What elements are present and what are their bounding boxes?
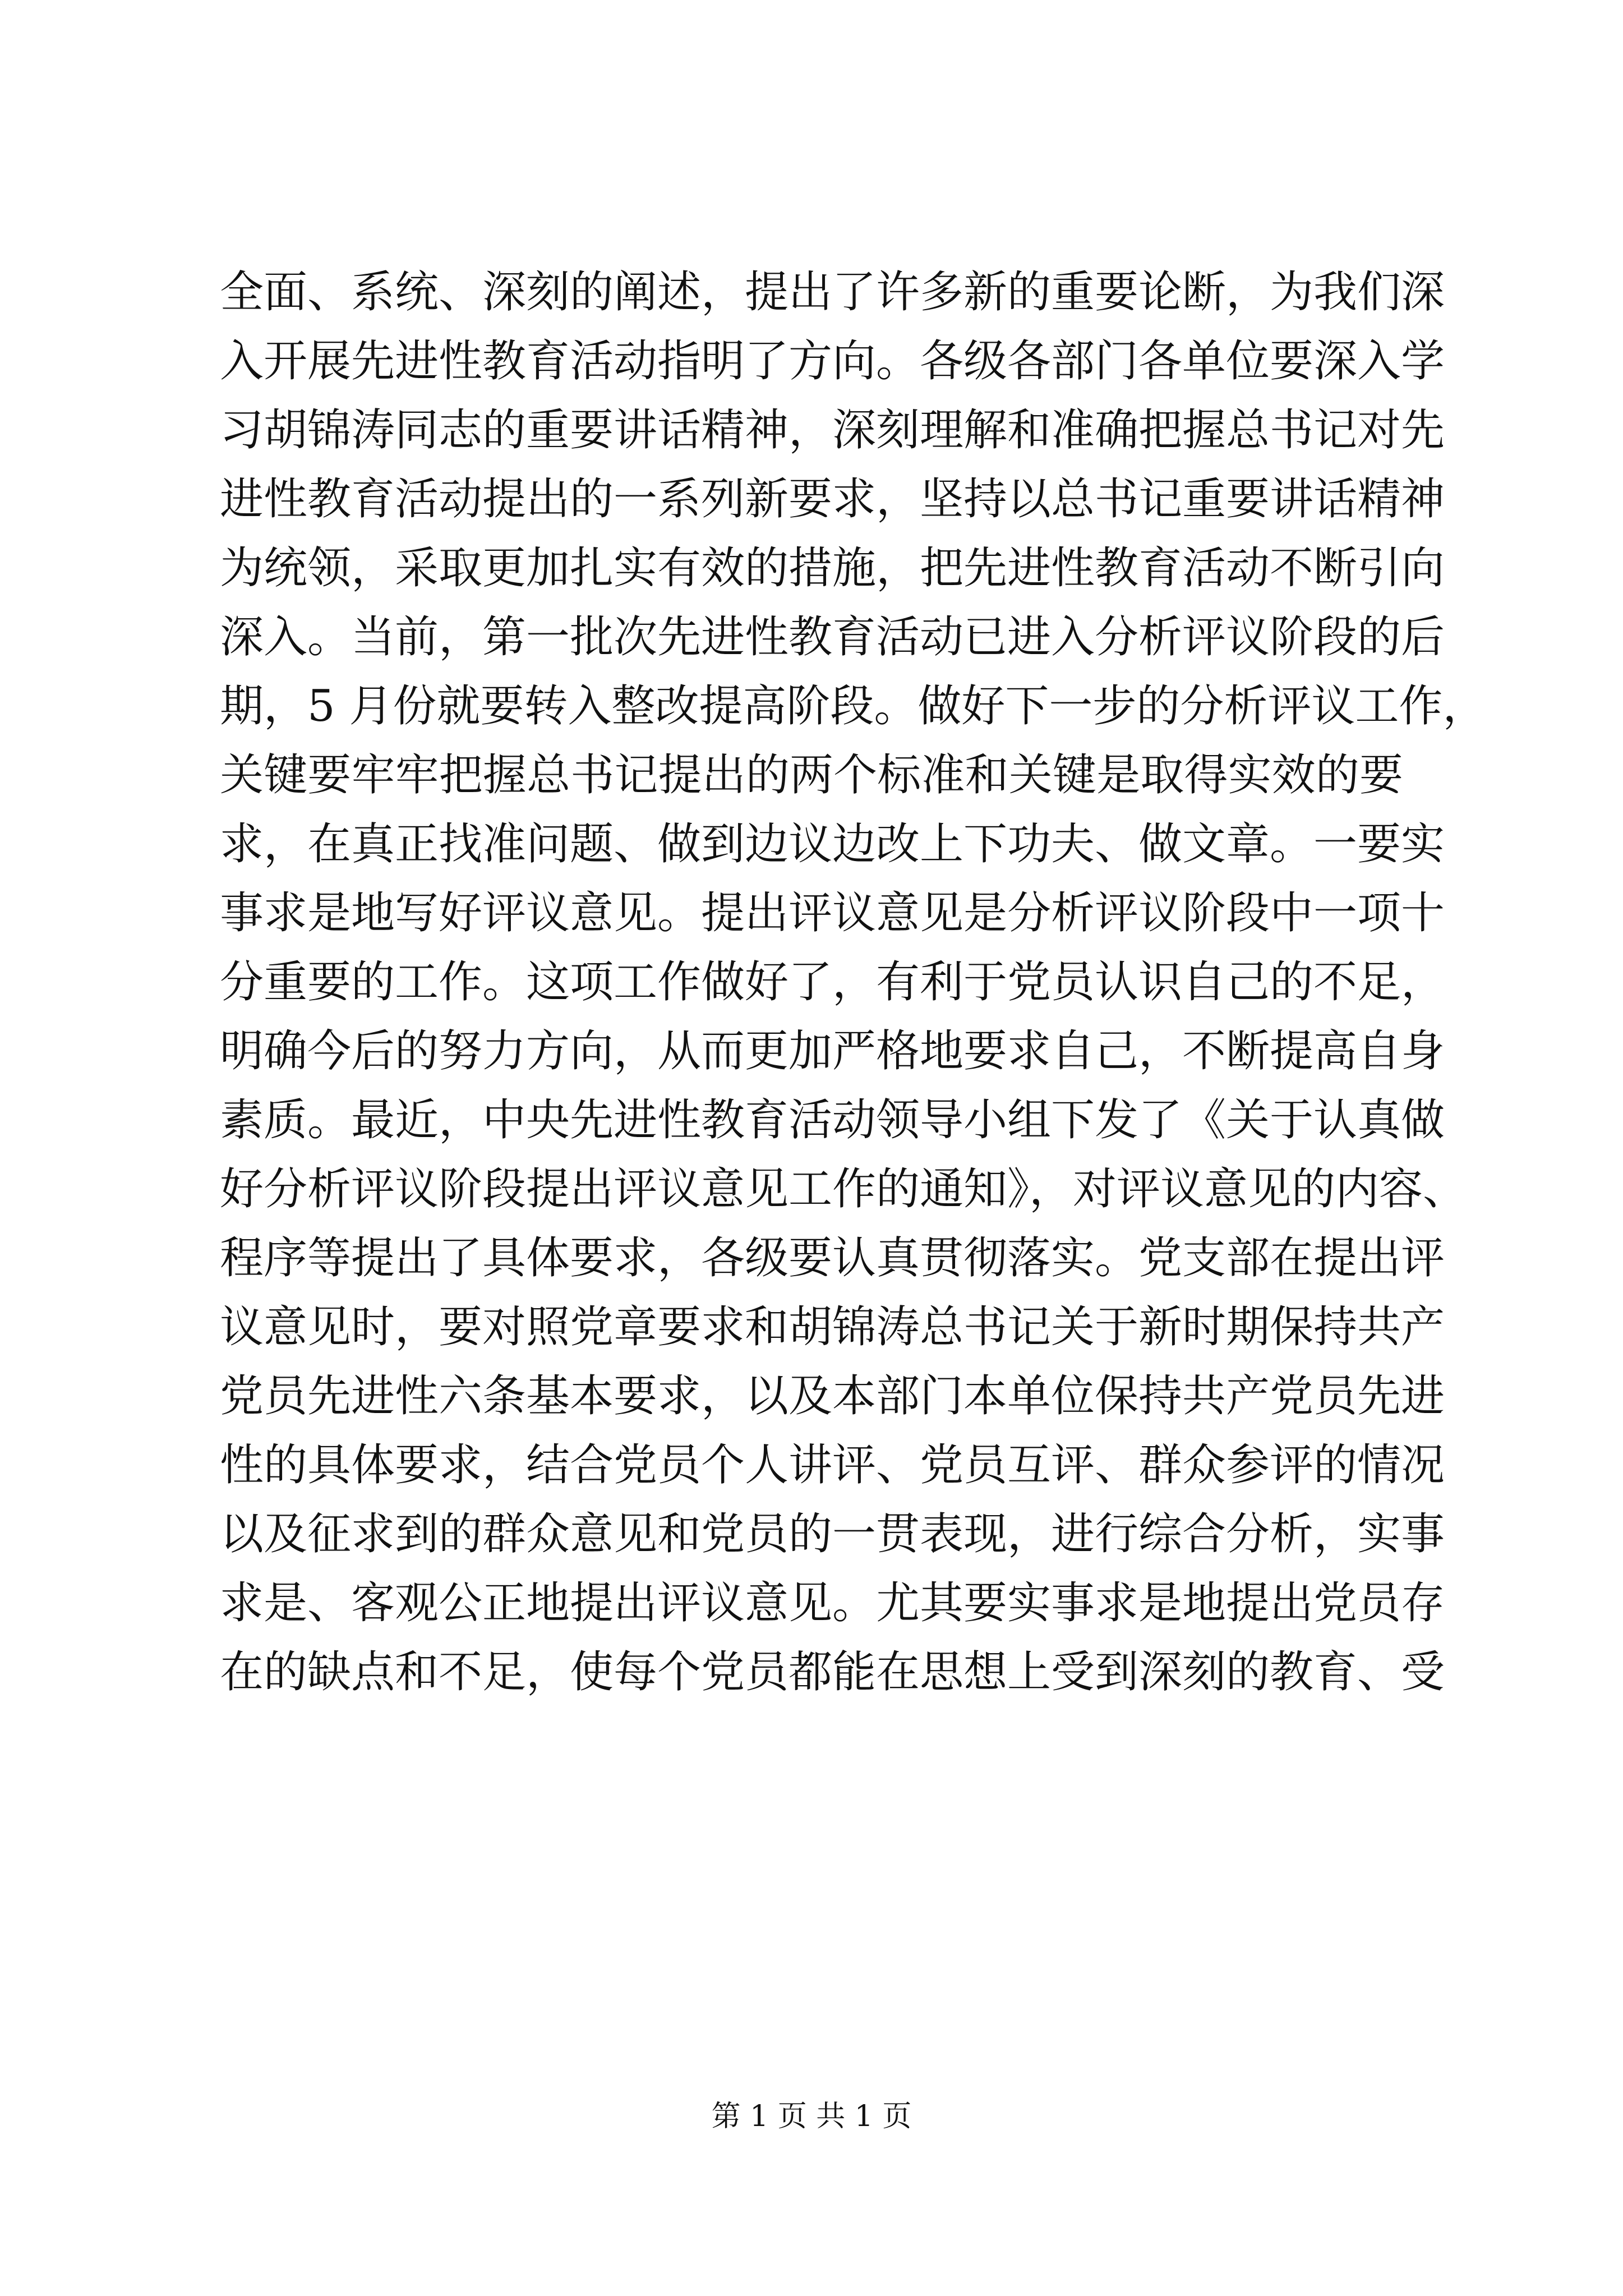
text-line: 党员先进性六条基本要求，以及本部门本单位保持共产党员先进 — [220, 1371, 1445, 1421]
body-text — [220, 258, 1487, 1707]
text-line: 程序等提出了具体要求，各级要认真贯彻落实。党支部在提出评 — [220, 1233, 1445, 1283]
text-line: 入开展先进性教育活动指明了方向。各级各部门各单位要深入学 — [220, 336, 1445, 386]
text-line: 性的具体要求，结合党员个人讲评、党员互评、群众参评的情况 — [220, 1440, 1445, 1490]
text-line: 在的缺点和不足，使每个党员都能在思想上受到深刻的教育、受 — [220, 1647, 1445, 1697]
text-line: 深入。当前，第一批次先进性教育活动已进入分析评议阶段的后 — [220, 612, 1445, 662]
text-line: 进性教育活动提出的一系列新要求，坚持以总书记重要讲话精神 — [220, 474, 1445, 524]
text-line: 习胡锦涛同志的重要讲话精神，深刻理解和准确把握总书记对先 — [220, 405, 1445, 455]
text-line: 素质。最近，中央先进性教育活动领导小组下发了《关于认真做 — [220, 1095, 1445, 1145]
text-line: 事求是地写好评议意见。提出评议意见是分析评议阶段中一项十 — [220, 888, 1445, 938]
text-line: 分重要的工作。这项工作做好了，有利于党员认识自己的不足， — [220, 957, 1445, 1007]
text-line: 议意见时，要对照党章要求和胡锦涛总书记关于新时期保持共产 — [220, 1302, 1445, 1352]
text-line: 以及征求到的群众意见和党员的一贯表现，进行综合分析，实事 — [220, 1509, 1445, 1559]
text-line: 明确今后的努力方向，从而更加严格地要求自己，不断提高自身 — [220, 1026, 1445, 1076]
page-number-label: 第 1 页 共 1 页 — [711, 2100, 912, 2133]
text-line: 全面、系统、深刻的阐述，提出了许多新的重要论断，为我们深 — [220, 267, 1445, 318]
text-line: 期，5 月份就要转入整改提高阶段。做好下一步的分析评议工作， — [220, 681, 1487, 731]
text-line: 求，在真正找准问题、做到边议边改上下功夫、做文章。一要实 — [220, 819, 1445, 869]
text-line: 求是、客观公正地提出评议意见。尤其要实事求是地提出党员存 — [220, 1578, 1445, 1628]
text-line: 关键要牢牢把握总书记提出的两个标准和关键是取得实效的要 — [220, 750, 1403, 800]
text-line: 为统领，采取更加扎实有效的措施，把先进性教育活动不断引向 — [220, 543, 1445, 593]
text-line: 好分析评议阶段提出评议意见工作的通知》，对评议意见的内容、 — [220, 1164, 1467, 1214]
page-footer — [0, 2097, 1623, 2136]
